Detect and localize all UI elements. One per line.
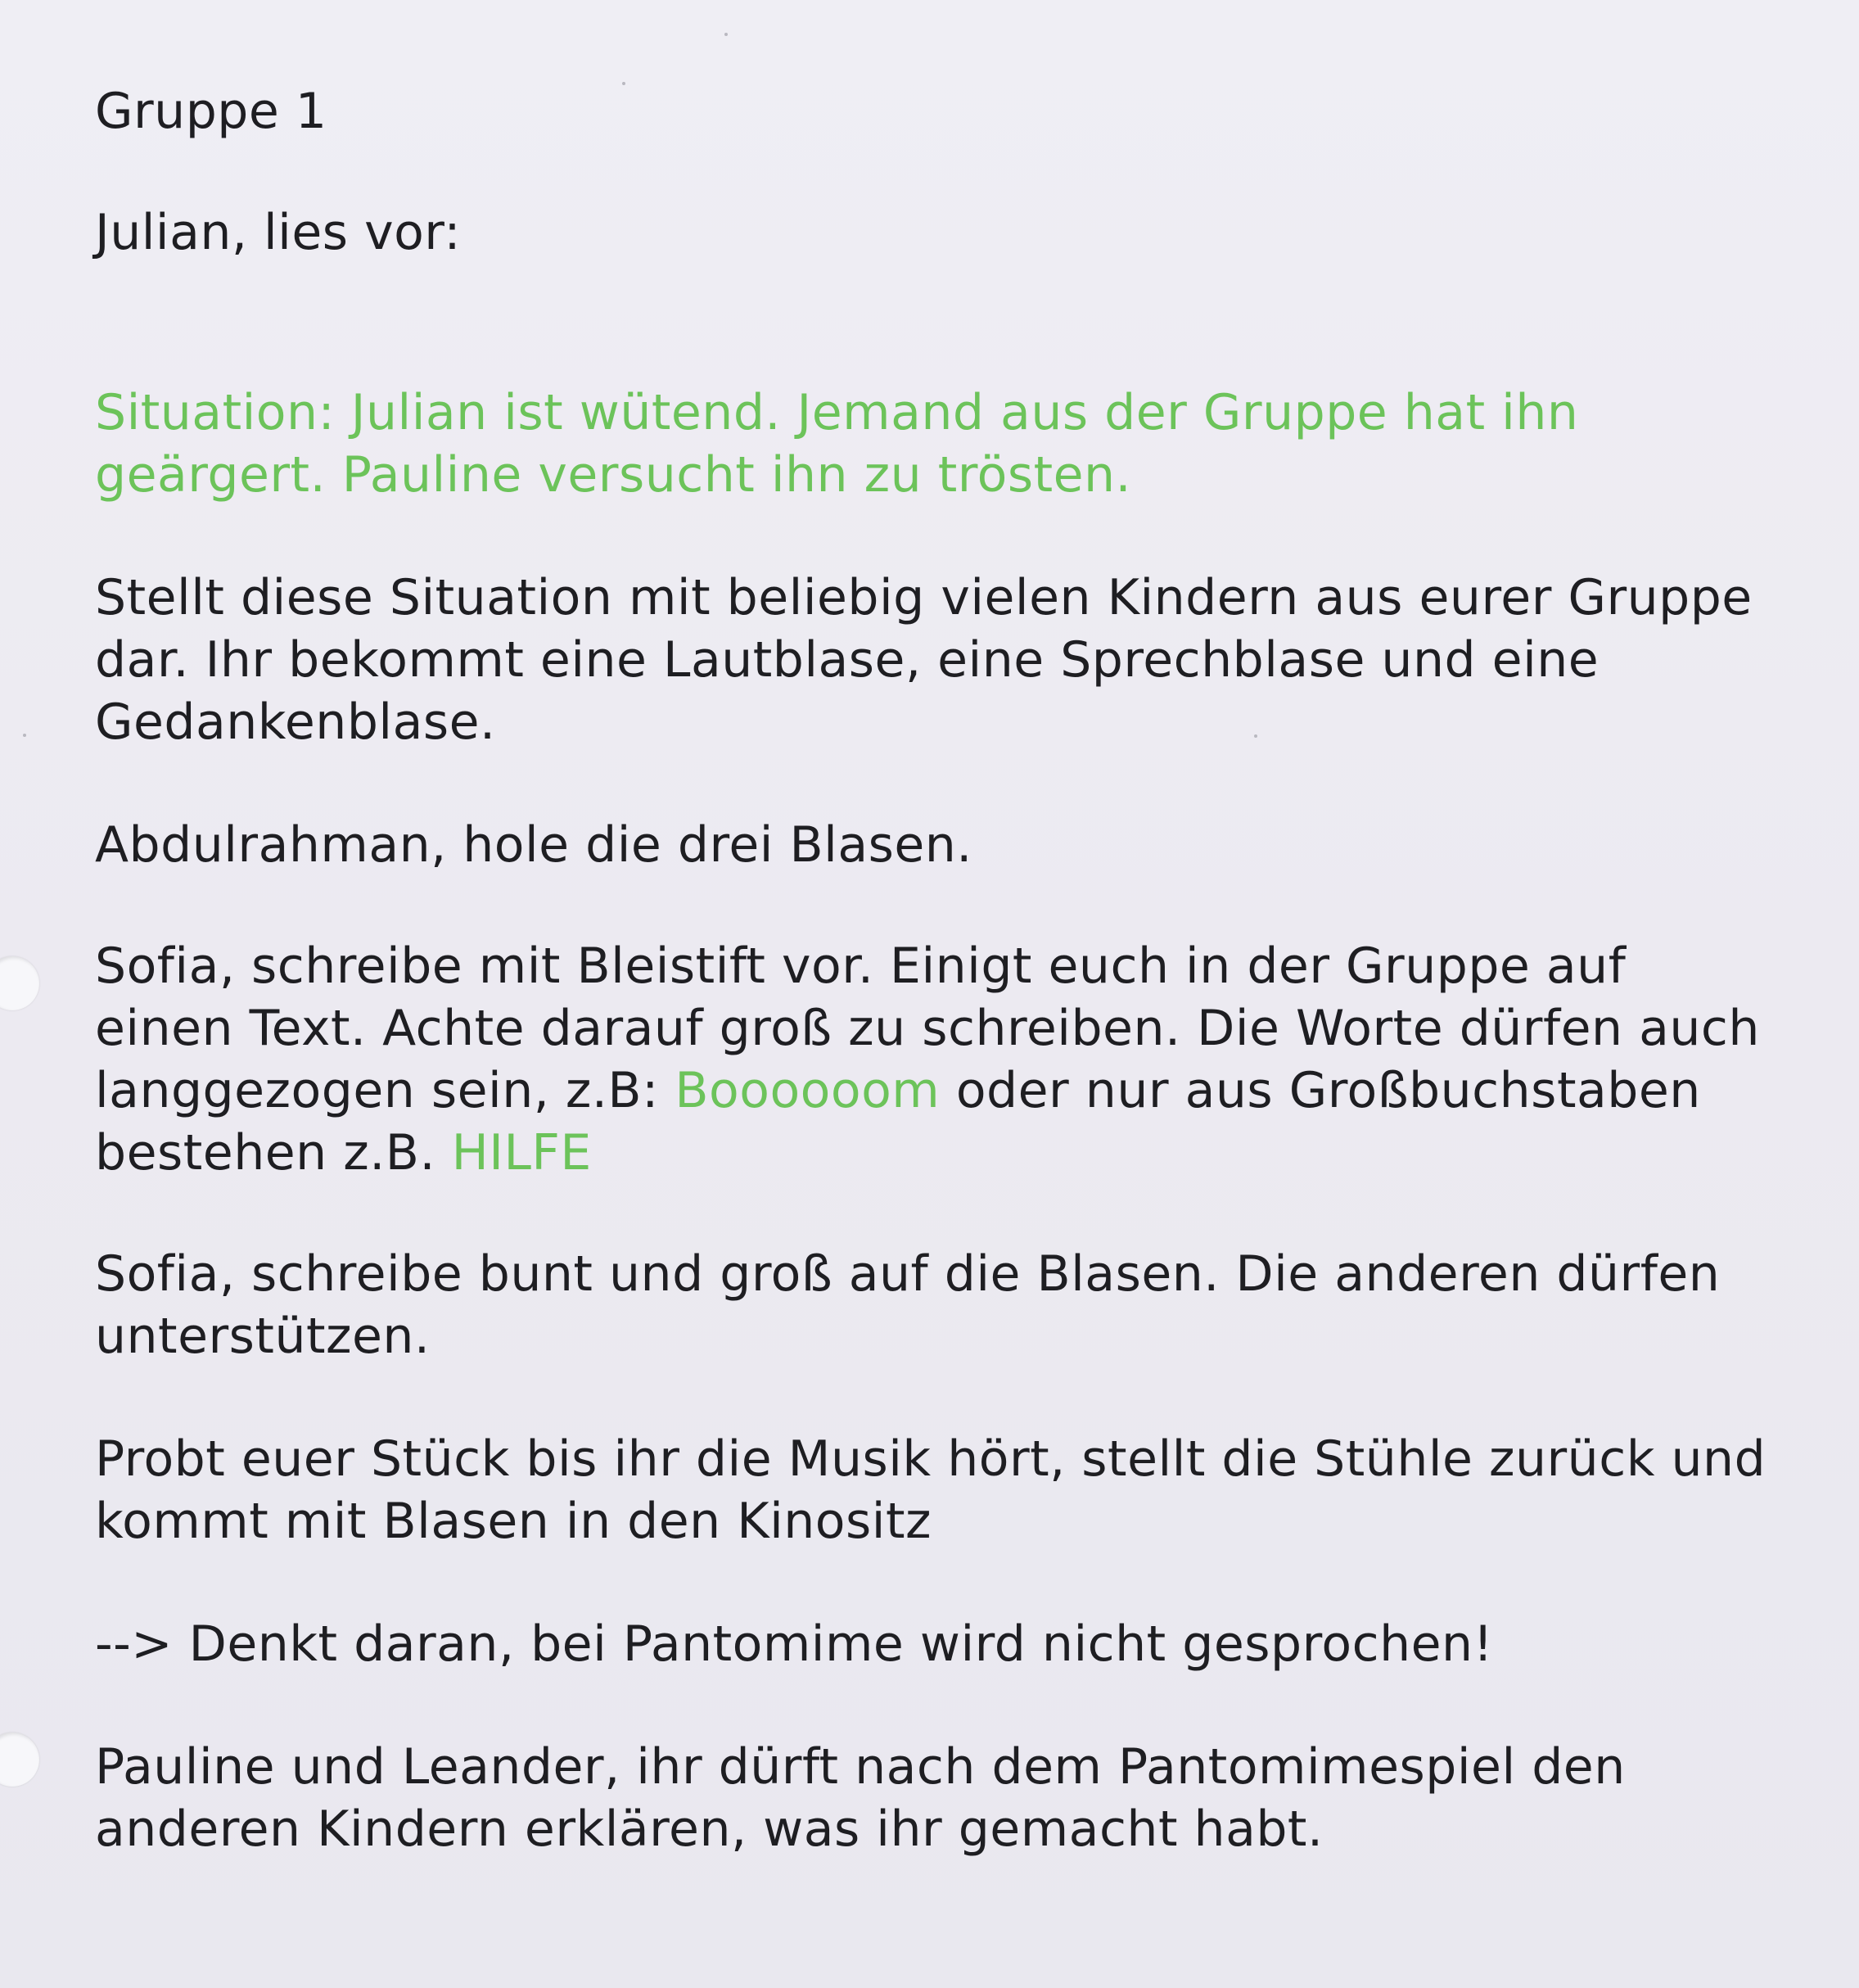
reader-instruction-text: Julian, lies vor: [95, 204, 462, 261]
color-task-line-1: Sofia, schreibe bunt und groß auf die Blasen. Die anderen dürfen [95, 1245, 1721, 1303]
color-task-line-2: unterstützen. [95, 1308, 431, 1365]
paper-speck [724, 33, 728, 36]
pencil-task-line-3-end: oder nur aus Großbuchstaben [940, 1062, 1701, 1119]
explain-line-1: Pauline und Leander, ihr dürft nach dem Pantomimespiel den [95, 1738, 1626, 1796]
group-heading [95, 80, 1806, 142]
explain-paragraph [95, 1736, 1806, 1860]
situation-paragraph [95, 382, 1806, 506]
situation-line-1: Situation: Julian ist wütend. Jemand aus der Gruppe hat ihn [95, 384, 1579, 441]
color-task-paragraph [95, 1243, 1806, 1367]
rehearse-line-1: Probt euer Stück bis ihr die Musik hört, stellt die Stühle zurück und [95, 1430, 1767, 1488]
reader-instruction [95, 201, 1806, 264]
pencil-task-line-3-start: langgezogen sein, z.B: [95, 1062, 675, 1119]
group-heading-text: Gruppe 1 [95, 83, 327, 140]
instructions-line-1: Stellt diese Situation mit beliebig vielen Kindern aus eurer Gruppe [95, 569, 1753, 626]
pencil-task-paragraph [95, 935, 1806, 1184]
fetch-bubbles-text: Abdulrahman, hole die drei Blasen. [95, 816, 972, 874]
punch-hole-top [0, 956, 39, 1010]
pencil-task-line-2: einen Text. Achte darauf groß zu schreiben. Die Worte dürfen auch [95, 1000, 1760, 1057]
instructions-paragraph [95, 567, 1806, 753]
example-capital-word: HILFE [451, 1124, 592, 1182]
pencil-task-line-4-start: bestehen z.B. [95, 1124, 452, 1182]
rehearse-paragraph [95, 1428, 1806, 1552]
pantomime-reminder-text: --> Denkt daran, bei Pantomime wird nicht gesprochen! [95, 1615, 1494, 1673]
situation-line-2: geärgert. Pauline versucht ihn zu trösten. [95, 446, 1132, 504]
instructions-line-3: Gedankenblase. [95, 694, 496, 751]
pencil-task-line-1: Sofia, schreibe mit Bleistift vor. Einigt euch in der Gruppe auf [95, 938, 1627, 995]
pencil-task-line-3 [95, 1060, 1806, 1122]
paper-speck [23, 734, 26, 737]
fetch-bubbles-paragraph [95, 814, 1806, 876]
pencil-task-line-4 [95, 1122, 1806, 1184]
explain-line-2: anderen Kindern erklären, was ihr gemacht habt. [95, 1800, 1324, 1858]
pantomime-reminder [95, 1613, 1806, 1675]
example-elongated-word: Boooooom [675, 1062, 941, 1119]
rehearse-line-2: kommt mit Blasen in den Kinositz [95, 1493, 932, 1550]
punch-hole-bottom [0, 1733, 39, 1787]
instructions-line-2: dar. Ihr bekommt eine Lautblase, eine Sprechblase und eine [95, 631, 1600, 689]
